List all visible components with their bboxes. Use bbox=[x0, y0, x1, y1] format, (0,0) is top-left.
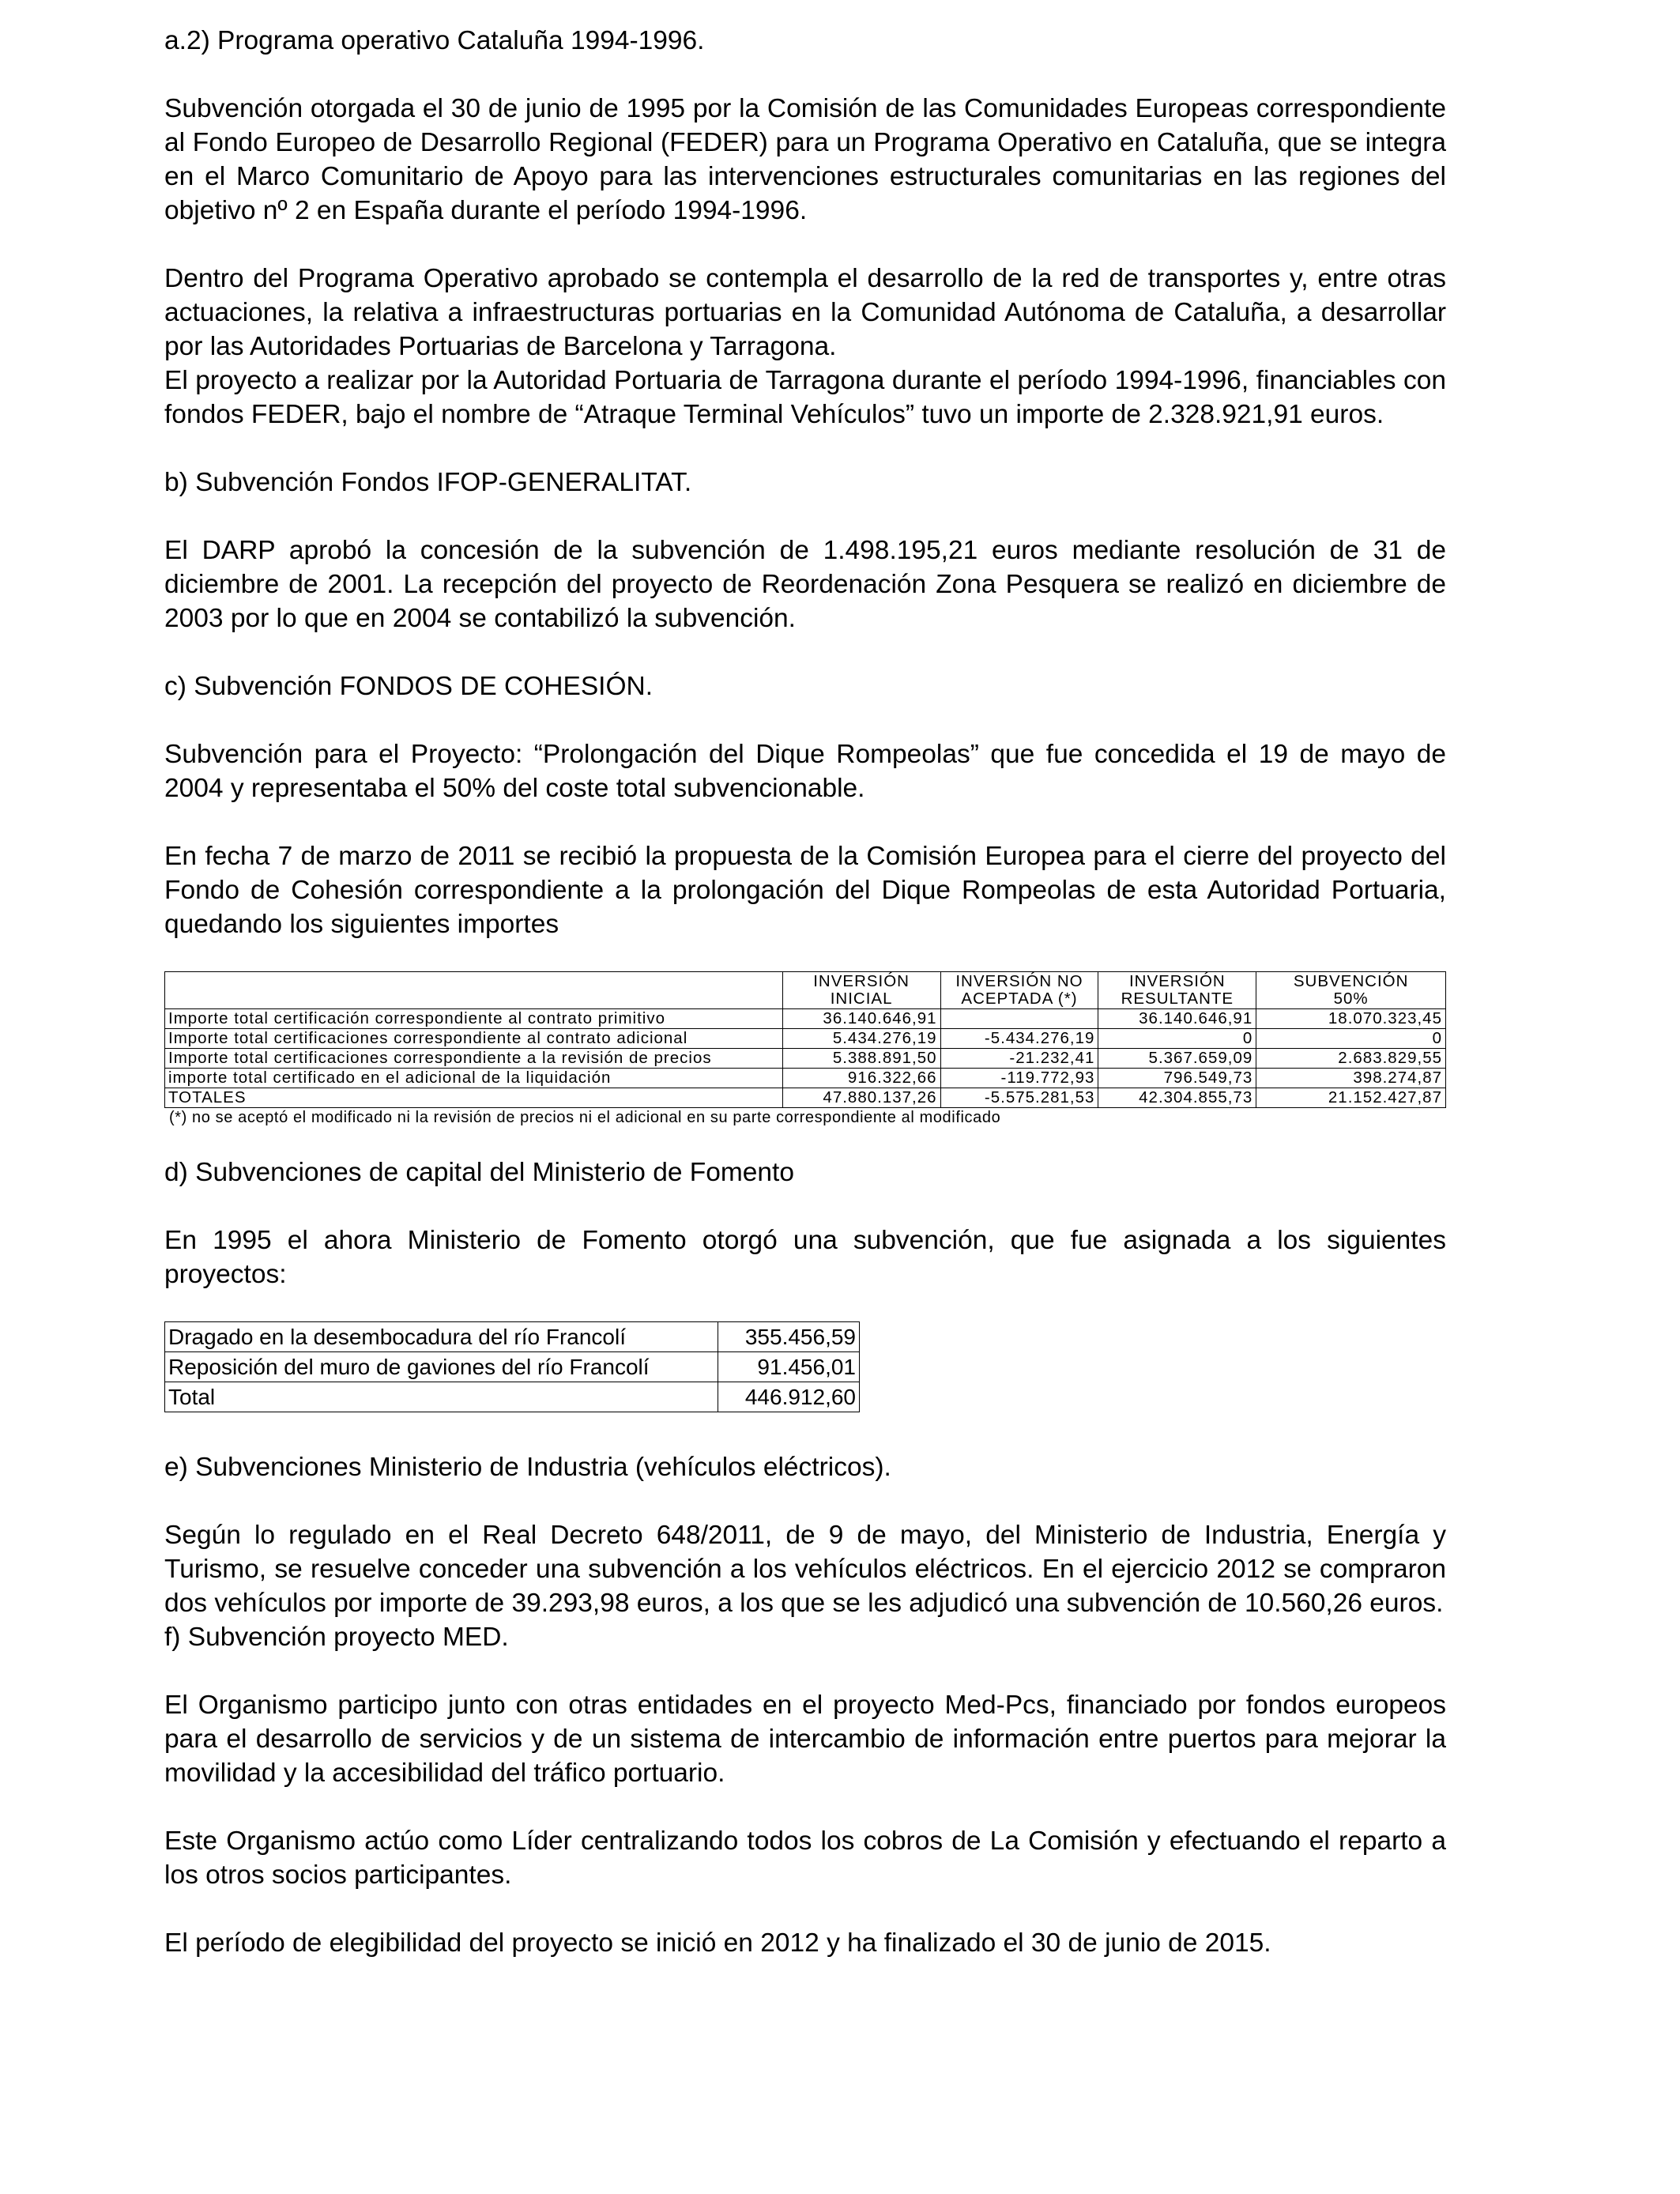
row-label: Importe total certificaciones correspondiente al contrato adicional bbox=[165, 1029, 783, 1049]
cell-resultante: 42.304.855,73 bbox=[1098, 1088, 1256, 1108]
project-name: Dragado en la desembocadura del río Francolí bbox=[165, 1322, 718, 1352]
project-amount: 355.456,59 bbox=[718, 1322, 860, 1352]
table-totals-row bbox=[165, 1088, 1446, 1108]
row-label: TOTALES bbox=[165, 1088, 783, 1108]
section-f-paragraph-2: Este Organismo actúo como Líder centralizando todos los cobros de La Comisión y efectuando el reparto a los otros socios participantes. bbox=[164, 1826, 1446, 1890]
cell-inicial: 5.434.276,19 bbox=[782, 1029, 940, 1049]
cell-resultante: 36.140.646,91 bbox=[1098, 1009, 1256, 1029]
cell-subvencion: 2.683.829,55 bbox=[1256, 1049, 1446, 1069]
cell-inicial: 47.880.137,26 bbox=[782, 1088, 940, 1108]
row-label: importe total certificado en el adicional de la liquidación bbox=[165, 1069, 783, 1088]
cell-no-aceptada: -21.232,41 bbox=[940, 1049, 1098, 1069]
section-f-paragraph-1: El Organismo participo junto con otras entidades en el proyecto Med-Pcs, financiado por fondos europeos para el desarrollo de servicios y de un sistema de intercambio de información entre puertos para mejorar la movilidad y la accesibilidad del tráfico portuario. bbox=[164, 1691, 1446, 1788]
cell-subvencion: 18.070.323,45 bbox=[1256, 1009, 1446, 1029]
cell-no-aceptada: -5.575.281,53 bbox=[940, 1088, 1098, 1108]
cell-resultante: 5.367.659,09 bbox=[1098, 1049, 1256, 1069]
section-c-paragraph-1: Subvención para el Proyecto: “Prolongación del Dique Rompeolas” que fue concedida el 19 de mayo de 2004 y representaba el 50% del coste total subvencionable. bbox=[164, 740, 1446, 803]
project-name: Reposición del muro de gaviones del río Francolí bbox=[165, 1352, 718, 1382]
cell-no-aceptada bbox=[940, 1009, 1098, 1029]
cell-no-aceptada: -5.434.276,19 bbox=[940, 1029, 1098, 1049]
project-amount: 446.912,60 bbox=[718, 1382, 860, 1412]
table-header-cell: INVERSIÓN RESULTANTE bbox=[1098, 972, 1256, 1009]
table-row bbox=[165, 1352, 860, 1382]
section-a2-paragraph-1: Subvención otorgada el 30 de junio de 1995 por la Comisión de las Comunidades Europeas correspondiente al Fondo Europeo de Desarrollo Regional (FEDER) para un Programa Operativo en Cataluña, que se integra en el Marco Comunitario de Apoyo para las intervenciones estructurales comunitarias en las regiones del objetivo nº 2 en España durante el período 1994-1996. bbox=[164, 94, 1446, 225]
cell-no-aceptada: -119.772,93 bbox=[940, 1069, 1098, 1088]
table-header-cell: INVERSIÓN NO ACEPTADA (*) bbox=[940, 972, 1098, 1009]
section-b-heading: b) Subvención Fondos IFOP-GENERALITAT. bbox=[164, 468, 692, 497]
fomento-projects-table bbox=[164, 1321, 860, 1412]
cell-inicial: 36.140.646,91 bbox=[782, 1009, 940, 1029]
row-label: Importe total certificaciones correspondiente a la revisión de precios bbox=[165, 1049, 783, 1069]
section-e-paragraph-1: Según lo regulado en el Real Decreto 648/2011, de 9 de mayo, del Ministerio de Industria, Energía y Turismo, se resuelve conceder una subvención a los vehículos eléctricos. En el ejercicio 2012 se compraron dos vehículos por importe de 39.293,98 euros, a los que se les adjudicó una subvención de 10.560,26 euros. bbox=[164, 1521, 1446, 1618]
cell-resultante: 0 bbox=[1098, 1029, 1256, 1049]
section-e-heading: e) Subvenciones Ministerio de Industria (vehículos eléctricos). bbox=[164, 1453, 891, 1482]
cell-subvencion: 0 bbox=[1256, 1029, 1446, 1049]
section-a2-heading: a.2) Programa operativo Cataluña 1994-1996. bbox=[164, 26, 705, 55]
cell-inicial: 916.322,66 bbox=[782, 1069, 940, 1088]
section-d-heading: d) Subvenciones de capital del Ministerio de Fomento bbox=[164, 1158, 794, 1187]
document-page bbox=[164, 24, 1446, 1960]
cell-subvencion: 398.274,87 bbox=[1256, 1069, 1446, 1088]
section-a2-paragraph-2: Dentro del Programa Operativo aprobado se contempla el desarrollo de la red de transportes y, entre otras actuaciones, la relativa a infraestructuras portuarias en la Comunidad Autónoma de Cataluña, a desarrollar por las Autoridades Portuarias de Barcelona y Tarragona. bbox=[164, 264, 1446, 361]
cell-inicial: 5.388.891,50 bbox=[782, 1049, 940, 1069]
project-amount: 91.456,01 bbox=[718, 1352, 860, 1382]
table-header-cell: SUBVENCIÓN 50% bbox=[1256, 972, 1446, 1009]
project-name: Total bbox=[165, 1382, 718, 1412]
table-header-row bbox=[165, 972, 1446, 1009]
table-row bbox=[165, 1029, 1446, 1049]
row-label: Importe total certificación correspondiente al contrato primitivo bbox=[165, 1009, 783, 1029]
section-b-paragraph-1: El DARP aprobó la concesión de la subvención de 1.498.195,21 euros mediante resolución de 31 de diciembre de 2001. La recepción del proyecto de Reordenación Zona Pesquera se realizó en diciembre de 2003 por lo que en 2004 se contabilizó la subvención. bbox=[164, 536, 1446, 633]
section-f-paragraph-3: El período de elegibilidad del proyecto se inició en 2012 y ha finalizado el 30 de junio de 2015. bbox=[164, 1928, 1271, 1958]
table-row bbox=[165, 1049, 1446, 1069]
section-f-heading: f) Subvención proyecto MED. bbox=[164, 1623, 509, 1652]
table-row bbox=[165, 1069, 1446, 1088]
cell-resultante: 796.549,73 bbox=[1098, 1069, 1256, 1088]
section-c-paragraph-2: En fecha 7 de marzo de 2011 se recibió la propuesta de la Comisión Europea para el cierre del proyecto del Fondo de Cohesión correspondiente a la prolongación del Dique Rompeolas de esta Autoridad Portuaria, quedando los siguientes importes bbox=[164, 842, 1446, 939]
table-row bbox=[165, 1009, 1446, 1029]
table-footnote: (*) no se aceptó el modificado ni la revisión de precios ni el adicional en su parte correspondiente al modificado bbox=[169, 1109, 1001, 1126]
section-d-paragraph-1: En 1995 el ahora Ministerio de Fomento otorgó una subvención, que fue asignada a los siguientes proyectos: bbox=[164, 1226, 1446, 1289]
section-c-heading: c) Subvención FONDOS DE COHESIÓN. bbox=[164, 672, 654, 701]
table-header-cell: INVERSIÓN INICIAL bbox=[782, 972, 940, 1009]
table-row bbox=[165, 1322, 860, 1352]
cell-subvencion: 21.152.427,87 bbox=[1256, 1088, 1446, 1108]
cohesion-fund-table bbox=[164, 971, 1446, 1108]
table-totals-row bbox=[165, 1382, 860, 1412]
section-a2-paragraph-3: El proyecto a realizar por la Autoridad Portuaria de Tarragona durante el período 1994-1996, financiables con fondos FEDER, bajo el nombre de “Atraque Terminal Vehículos” tuvo un importe de 2.328.921,91 euros. bbox=[164, 366, 1446, 429]
table-header-blank bbox=[165, 972, 783, 1009]
